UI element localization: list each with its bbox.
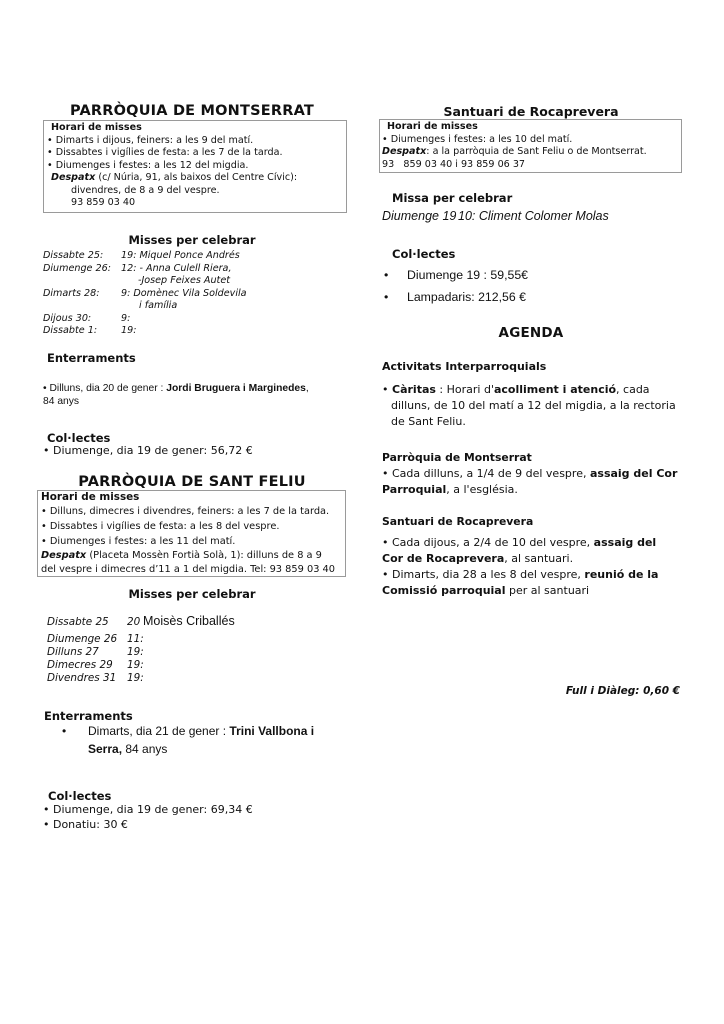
mass-day: Dijous 30: — [43, 312, 92, 324]
despatx-address: (Placeta Mossèn Fortià Solà, 1): dilluns de 8 a 9 — [86, 550, 322, 561]
agenda-inter-heading: Activitats Interparroquials — [382, 360, 547, 373]
agenda-highlight: Cor de Rocaprevera — [382, 552, 505, 565]
mass-intention: -Josep Feixes Autet — [138, 275, 230, 286]
bullet: • — [62, 724, 67, 738]
mass-day: Diumenge 26 — [47, 633, 118, 645]
collection-item — [384, 286, 528, 308]
agenda-text: , a l'església. — [446, 483, 518, 496]
burial-sep: , — [305, 383, 309, 394]
mass-intention: 12: - Anna Culell Riera, — [121, 262, 232, 274]
montserrat-burial-item — [43, 382, 343, 408]
despatx-address: (c/ Núria, 91, als baixos del Centre Cívic): — [95, 172, 298, 183]
caritas-line: dilluns, de 10 del matí a 12 del migdia, a la rectoria — [391, 399, 676, 412]
santfeliu-schedule-item: • Dilluns, dimecres i divendres, feiners: a les 7 de la tarda. — [41, 506, 330, 517]
montserrat-collections-heading: Col·lectes — [47, 431, 111, 445]
collection-item: • Diumenge, dia 19 de gener: 69,34 € — [43, 803, 253, 816]
mass-row — [47, 615, 347, 633]
mass-hour: 20 — [127, 616, 141, 628]
mass-day: Dilluns 27 — [47, 646, 99, 658]
rocaprevera-mass-heading: Missa per celebrar — [392, 191, 513, 205]
mass-intention: 19: — [121, 325, 137, 336]
santfeliu-burials-heading: Enterraments — [44, 709, 133, 723]
santfeliu-schedule-box — [37, 490, 346, 577]
mass-day: Dissabte 25: — [43, 250, 104, 261]
caritas-label: Càritas — [392, 383, 436, 396]
santfeliu-schedule-item: • Diumenges i festes: a les 11 del matí. — [41, 536, 236, 547]
bullet: • — [384, 290, 389, 304]
santfeliu-schedule-heading: Horari de misses — [41, 491, 140, 503]
despatx-label: Despatx — [51, 172, 96, 183]
agenda-rocaprevera — [382, 514, 687, 599]
montserrat-masses-list — [43, 250, 343, 338]
burial-age: 84 anys — [122, 742, 168, 756]
rocaprevera-mass-row — [382, 209, 609, 223]
collection-item: • Donatiu: 30 € — [43, 818, 128, 831]
caritas-text: : Horari d' — [435, 383, 494, 396]
agenda-caritas — [382, 382, 687, 430]
montserrat-schedule-box — [43, 120, 347, 213]
mass-hour: 19: — [127, 646, 144, 658]
agenda-text: per al santuari — [505, 584, 590, 597]
burial-date: • Dilluns, dia 20 de gener : — [43, 383, 167, 394]
santfeliu-schedule-item: • Dissabtes i vigílies de festa: a les 8 del vespre. — [41, 521, 280, 532]
agenda-highlight: assaig del Cor — [589, 467, 678, 480]
montserrat-despatx-hours: divendres, de 8 a 9 del vespre. — [71, 184, 220, 196]
burial-name-cont: Serra, — [88, 742, 123, 756]
collection-text: Lampadaris: 212,56 € — [407, 290, 526, 304]
burial-date: Dimarts, dia 21 de gener : — [88, 724, 230, 738]
mass-day: Diumenge 19 — [382, 209, 457, 223]
santfeliu-despatx — [41, 549, 342, 563]
montserrat-title: PARRÒQUIA DE MONTSERRAT — [70, 103, 314, 119]
mass-intention: i família — [139, 300, 178, 311]
burial-name: Trini Vallbona i — [229, 724, 315, 738]
mass-intention: 9: — [121, 312, 131, 324]
rocaprevera-collections-list — [384, 264, 528, 308]
montserrat-masses-heading: Misses per celebrar — [128, 233, 256, 247]
caritas-text: , cada — [616, 383, 650, 396]
santfeliu-masses-heading: Misses per celebrar — [128, 587, 256, 601]
caritas-highlight: acolliment i atenció — [493, 383, 617, 396]
santfeliu-collections-heading: Col·lectes — [48, 789, 112, 803]
agenda-text: , al santuari. — [504, 552, 574, 565]
burial-name: Jordi Bruguera i Marginedes — [166, 383, 306, 394]
bullet: • — [382, 383, 392, 396]
mass-hour: 19: — [127, 672, 144, 684]
mass-row-cont — [43, 275, 343, 288]
mass-day: Dimarts 28: — [43, 287, 100, 299]
montserrat-schedule-item: • Dimarts i dijous, feiners: a les 9 del matí. — [47, 134, 254, 146]
despatx-label: Despatx — [41, 550, 87, 561]
rocaprevera-schedule-heading: Horari de misses — [387, 121, 478, 132]
despatx-label: Despatx — [382, 146, 427, 157]
agenda-highlight: Comissió parroquial — [382, 584, 506, 597]
mass-row — [47, 659, 347, 672]
montserrat-burials-heading: Enterraments — [47, 351, 136, 365]
rocaprevera-title: Santuari de Rocaprevera — [443, 104, 619, 119]
mass-intention: 10: Climent Colomer Molas — [458, 209, 609, 223]
mass-day: Divendres 31 — [47, 672, 117, 684]
agenda-text: • Dimarts, dia 28 a les 8 del vespre, — [382, 568, 585, 581]
mass-intention: Moisès Criballés — [143, 614, 235, 628]
mass-row — [43, 325, 343, 338]
collection-text: Diumenge 19 : 59,55€ — [407, 268, 529, 282]
agenda-rocaprevera-heading: Santuari de Rocaprevera — [382, 515, 534, 528]
rocaprevera-phones: 93 859 03 40 i 93 859 06 37 — [382, 158, 526, 170]
agenda-highlight: assaig del — [593, 536, 657, 549]
montserrat-collection-item: • Diumenge, dia 19 de gener: 56,72 € — [43, 444, 253, 457]
bullet: • — [384, 268, 389, 282]
santfeliu-title: PARRÒQUIA DE SANT FELIU — [78, 474, 306, 490]
despatx-text: : a la parròquia de Sant Feliu o de Montserrat. — [426, 146, 647, 157]
agenda-montserrat-heading: Parròquia de Montserrat — [382, 451, 532, 464]
mass-row — [43, 288, 343, 301]
santfeliu-despatx-hours: del vespre i dimecres d’11 a 1 del migdia. Tel: 93 859 03 40 — [41, 564, 336, 575]
mass-row — [47, 672, 347, 685]
agenda-text: • Cada dilluns, a 1/4 de 9 del vespre, — [382, 467, 590, 480]
agenda-highlight: reunió de la — [584, 568, 659, 581]
santfeliu-burial-item — [62, 722, 342, 758]
burial-age: 84 anys — [43, 396, 80, 407]
mass-hour: 19: — [127, 659, 144, 671]
caritas-line: de Sant Feliu. — [391, 415, 466, 428]
agenda-montserrat — [382, 450, 687, 498]
montserrat-schedule-item: • Dissabtes i vigílies de festa: a les 7 de la tarda. — [47, 147, 283, 158]
mass-intention: 19: Miquel Ponce Andrés — [121, 250, 240, 261]
montserrat-schedule-heading: Horari de misses — [51, 122, 142, 133]
agenda-highlight: Parroquial — [382, 483, 447, 496]
agenda-text: • Cada dijous, a 2/4 de 10 del vespre, — [382, 536, 594, 549]
collection-item — [384, 264, 528, 286]
mass-day: Diumenge 26: — [43, 262, 111, 274]
mass-hour: 11: — [127, 633, 144, 645]
mass-day: Dimecres 29 — [47, 659, 113, 671]
santfeliu-masses-list — [47, 615, 347, 685]
price-label: Full i Diàleg: 0,60 € — [565, 685, 680, 697]
rocaprevera-schedule-box — [379, 119, 682, 173]
mass-day: Dissabte 25 — [47, 616, 109, 628]
mass-day: Dissabte 1: — [43, 325, 98, 336]
mass-intention: 9: Domènec Vila Soldevila — [121, 287, 247, 299]
rocaprevera-schedule-item: • Diumenges i festes: a les 10 del matí. — [382, 133, 573, 145]
mass-row — [43, 263, 343, 276]
rocaprevera-despatx — [382, 146, 679, 159]
mass-row — [47, 646, 347, 659]
montserrat-schedule-item: • Diumenges i festes: a les 12 del migdia. — [47, 159, 249, 171]
agenda-title: AGENDA — [498, 325, 564, 341]
mass-row — [47, 633, 347, 646]
santfeliu-collections-list — [43, 802, 253, 832]
mass-row-cont — [43, 300, 343, 313]
mass-row — [43, 250, 343, 263]
mass-row — [43, 313, 343, 326]
montserrat-despatx — [47, 172, 343, 185]
rocaprevera-collections-heading: Col·lectes — [392, 247, 456, 261]
montserrat-despatx-phone: 93 859 03 40 — [71, 197, 136, 208]
